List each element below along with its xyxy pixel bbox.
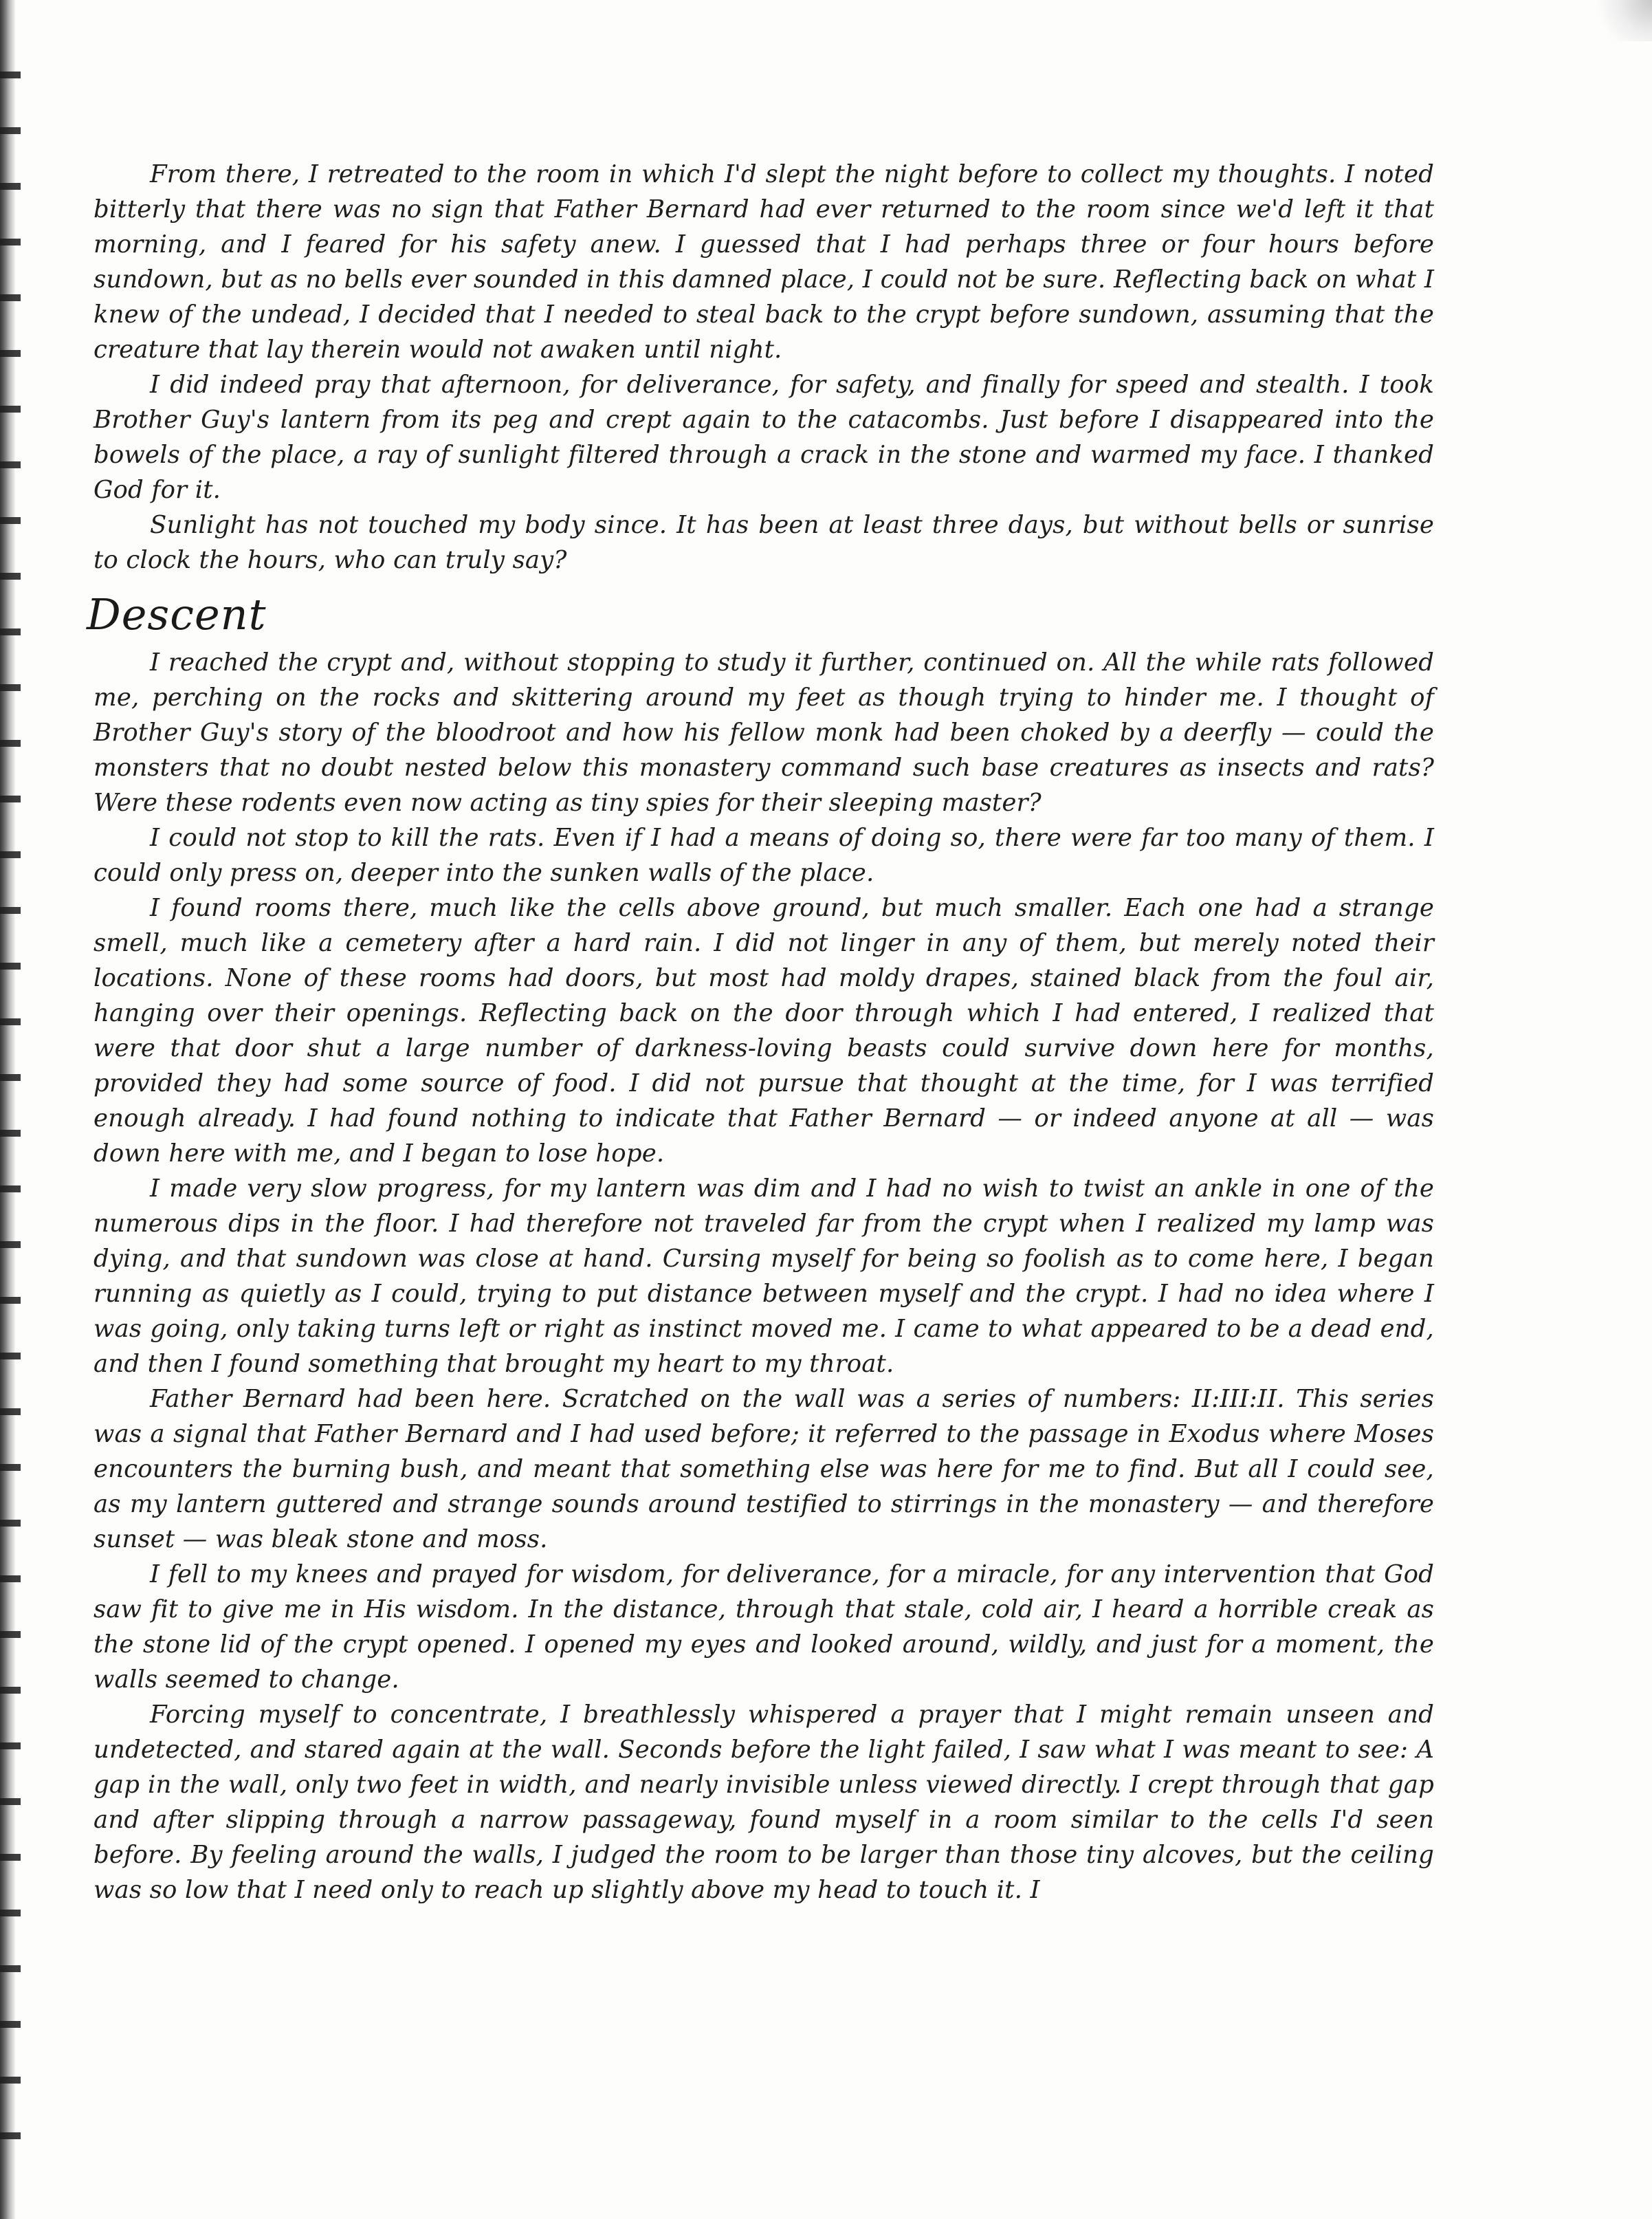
paragraph: I fell to my knees and prayed for wisdom, for deliverance, for a miracle, for any intervention that God saw fit to give me in His wisdom. In the distance, through that stale, cold air, I heard a horrible creak as the stone lid of the crypt opened. I opened my eyes and looked around, wildly, and just for a moment, the walls seemed to change. (93, 1560, 1434, 1694)
paragraph: I could not stop to kill the rats. Even if I had a means of doing so, there were far too many of them. I could only press on, deeper into the sunken walls of the place. (93, 824, 1434, 887)
paragraph: I found rooms there, much like the cells above ground, but much smaller. Each one had a strange smell, much like a cemetery after a hard rain. I did not linger in any of them, but merely noted their locations. None of these rooms had doors, but most had moldy drapes, stained black from the foul air, hanging over their openings. Reflecting back on the door through which I had entered, I realized that were that door shut a large number of darkness-loving beasts could survive down here for months, provided they had some source of food. I did not pursue that thought at the time, for I was terrified enough already. I had found nothing to indicate that Father Bernard — or indeed anyone at all — was down here with me, and I began to lose hope. (93, 894, 1434, 1168)
body-text (87, 157, 1434, 1908)
corner-shade (1590, 0, 1652, 41)
paragraph: I reached the crypt and, without stopping to study it further, continued on. All the while rats followed me, perching on the rocks and skittering around my feet as though trying to hinder me. I thought of Brother Guy's story of the bloodroot and how his fellow monk had been choked by a deerfly — could the monsters that no doubt nested below this monastery command such base creatures as insects and rats? Were these rodents even now acting as tiny spies for their sleeping master? (93, 648, 1434, 817)
paragraph: Forcing myself to concentrate, I breathlessly whispered a prayer that I might remain unseen and undetected, and stared again at the wall. Seconds before the light failed, I saw what I was meant to see: A gap in the wall, only two feet in width, and nearly invisible unless viewed directly. I crept through that gap and after slipping through a narrow passageway, found myself in a room similar to the cells I'd seen before. By feeling around the walls, I judged the room to be larger than those tiny alcoves, but the ceiling was so low that I need only to reach up slightly above my head to touch it. I (93, 1701, 1434, 1904)
binder-holes (0, 41, 21, 2187)
paragraph: Father Bernard had been here. Scratched on the wall was a series of numbers: II:III:II. This series was a signal that Father Bernard and I had used before; it referred to the passage in Exodus where Moses encounters the burning bush, and meant that something else was here for me to find. But all I could see, as my lantern guttered and strange sounds around testified to stirrings in the monastery — and therefore sunset — was bleak stone and moss. (93, 1385, 1434, 1553)
paragraph: From there, I retreated to the room in which I'd slept the night before to collect my thoughts. I noted bitterly that there was no sign that Father Bernard had ever returned to the room since we'd left it that morning, and I feared for his safety anew. I guessed that I had perhaps three or four hours before sundown, but as no bells ever sounded in this damned place, I could not be sure. Reflecting back on what I knew of the undead, I decided that I needed to steal back to the crypt before sundown, assuming that the creature that lay therein would not awaken until night. (93, 160, 1434, 364)
paragraph: I did indeed pray that afternoon, for deliverance, for safety, and finally for speed and stealth. I took Brother Guy's lantern from its peg and crept again to the catacombs. Just before I disappeared into the bowels of the place, a ray of sunlight filtered through a crack in the stone and warmed my face. I thanked God for it. (93, 371, 1434, 504)
paragraph: I made very slow progress, for my lantern was dim and I had no wish to twist an ankle in one of the numerous dips in the floor. I had therefore not traveled far from the crypt when I realized my lamp was dying, and that sundown was close at hand. Cursing myself for being so foolish as to come here, I began running as quietly as I could, trying to put distance between myself and the crypt. I had no idea where I was going, only taking turns left or right as instinct moved me. I came to what appeared to be a dead end, and then I found something that brought my heart to my throat. (93, 1174, 1434, 1378)
paragraph: Sunlight has not touched my body since. It has been at least three days, but without bells or sunrise to clock the hours, who can truly say? (93, 511, 1434, 574)
section-heading: Descent (87, 589, 267, 640)
